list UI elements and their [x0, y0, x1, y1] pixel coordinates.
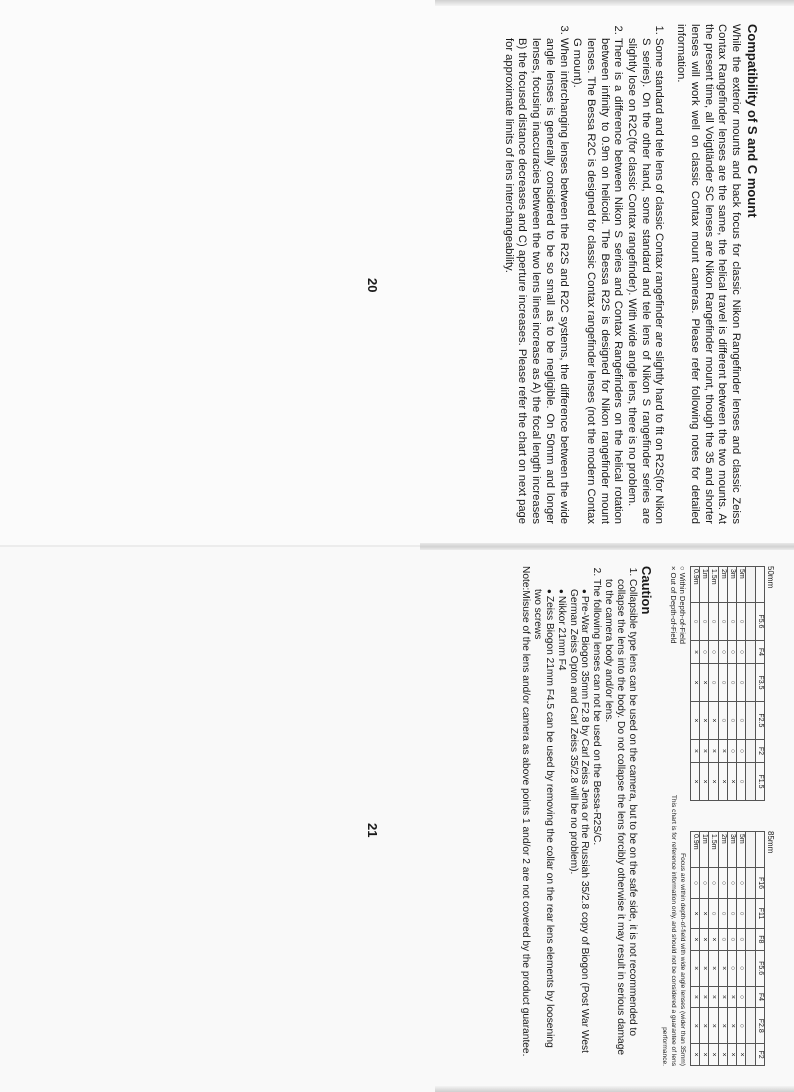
edge-shadow-bottom — [435, 1086, 794, 1092]
dof-cell: ○ — [737, 739, 746, 762]
caution-section — [520, 566, 654, 1066]
caution-item-text: The following lenses can not be used on the Bessa-R2S/C. — [591, 579, 603, 846]
dof-cell: ○ — [727, 640, 736, 663]
dof-cell: ○ — [737, 986, 746, 1008]
dof-cell: × — [690, 1044, 699, 1066]
dof-cell: ○ — [699, 868, 708, 899]
dof-cell: × — [690, 899, 699, 929]
dof-cell: × — [690, 986, 699, 1008]
dof-cell: ○ — [737, 899, 746, 929]
distance-cell — [746, 832, 755, 868]
aperture-header: F16 — [755, 868, 764, 899]
table-row — [727, 832, 736, 1066]
caution-title: Caution — [638, 566, 654, 615]
distance-cell: 0.9m — [690, 567, 699, 603]
dof-cell: × — [709, 1008, 718, 1044]
dof-cell: × — [699, 1008, 708, 1044]
dof-cell: × — [690, 739, 699, 762]
dof-cell: × — [709, 986, 718, 1008]
edge-shadow-top — [435, 0, 794, 6]
focus-note: Focus are within depth-of-field with wide angle lenses (wider than 35mm) — [678, 853, 686, 1066]
dof-cell: × — [727, 986, 736, 1008]
dof-cell: × — [690, 1008, 699, 1044]
dof-cell: ○ — [737, 1008, 746, 1044]
dof-table-50mm — [690, 566, 765, 801]
dof-cell — [746, 986, 755, 1008]
distance-cell: 1m — [699, 567, 708, 603]
dof-cell: ○ — [690, 603, 699, 641]
note-item: 2. There is a difference between Nikon S series and Contax Rangefinders on the helical rotation between infinity to 0.9m on helicoid. The Bessa R2S is designed for Nikon rangefinder mount lenses. The Bessa R2C is designed for classic Contax rangefinder lenses (not the modern Contax G mount). — [570, 38, 625, 524]
distance-cell: 0.9m — [690, 832, 699, 868]
dof-cell: × — [699, 1044, 708, 1066]
reference-note: This chart is for reference information only, and should not be considered a guarantee of lens performance. — [660, 794, 677, 1066]
page-21-content — [305, 566, 775, 1066]
dof-cell: ○ — [737, 763, 746, 801]
legend-within: ○ Within Depth-of-Field — [677, 566, 687, 645]
dof-cell: × — [690, 640, 699, 663]
legend-notes — [660, 766, 687, 1066]
header-row — [755, 567, 764, 801]
aperture-header: F2 — [755, 1044, 764, 1066]
section-title: Compatibility of S and C mount — [745, 24, 760, 218]
table-row — [737, 567, 746, 801]
dof-cell: × — [690, 928, 699, 950]
dof-cell: ○ — [699, 640, 708, 663]
dof-cell: × — [737, 1044, 746, 1066]
note-item: 1. Some standard and tele lens of classic Contax rangefinder are slightly hard to fit on R2S(for Nikon S series). On the other hand, some standard and tele lens of Nikon S rangefinder series are slightly lose on R2C(for classic Contax rangefinder). With wide angle lens, there is no problem. — [624, 38, 665, 524]
dof-cell: ○ — [718, 640, 727, 663]
distance-cell: 1m — [699, 832, 708, 868]
guarantee-note: Note:Misuse of the lens and/or camera as above points 1 and/or 2 are not covered by the product guarantee. — [520, 566, 532, 1057]
note-item: 3. When interchanging lenses between the R2S and R2C systems, the difference between the wide angle lenses is generally considered to be so small as to be negligible. On 50mm and longer lenses, focusing inaccuracies between the two lens lines increase as A) the focal length increases B) the focused distance decreases and C) aperture increases. Please refer the chart on next page for approximate limits of lens interchangeability. — [501, 38, 570, 524]
dof-cell: ○ — [718, 603, 727, 641]
dof-cell: × — [699, 739, 708, 762]
page-20-content — [290, 24, 760, 524]
table-50mm — [690, 566, 775, 801]
caution-item — [531, 579, 602, 1066]
chart-legend — [660, 566, 687, 1066]
dof-cell: × — [690, 664, 699, 702]
page-number-21: 21 — [365, 823, 380, 838]
dof-cell: ○ — [727, 603, 736, 641]
dof-cell: ○ — [718, 868, 727, 899]
dof-cell: × — [699, 899, 708, 929]
aperture-header: F5.6 — [755, 603, 764, 641]
incompatible-lens-list — [531, 579, 590, 1066]
distance-cell: 1.5m — [709, 832, 718, 868]
lens-item: ● Nikkor 21mm F4 — [555, 589, 567, 1066]
intro-paragraph: While the exterior mounts and back focus for classic Nikon Rangefinder lenses and classic Zeiss Contax Rangefinder lenses are the same, the helical travel is different between the two mounts. At the present time, all Voigtländer SC lenses are Nikon Rangefinder mount, though the 35 and shorter lenses will work well on classic Contax mount cameras. Please refer following notes for detailed information. — [675, 24, 742, 524]
dof-cell: ○ — [727, 950, 736, 986]
fold-line-left — [0, 545, 420, 547]
dof-cell: × — [718, 1008, 727, 1044]
aperture-header: F4 — [755, 640, 764, 663]
dof-cell: × — [718, 1044, 727, 1066]
dof-cell: ○ — [727, 739, 736, 762]
dof-cell — [746, 664, 755, 702]
aperture-header: F2 — [755, 739, 764, 762]
dof-cell: ○ — [709, 868, 718, 899]
dof-tables — [690, 566, 775, 1066]
table-row — [699, 567, 708, 801]
aperture-header: F4 — [755, 986, 764, 1008]
dof-cell: × — [718, 950, 727, 986]
dof-cell: ○ — [737, 603, 746, 641]
dof-cell: ○ — [737, 950, 746, 986]
table-row — [690, 832, 699, 1066]
dof-cell — [746, 868, 755, 899]
dof-cell: × — [709, 763, 718, 801]
distance-cell: 1.5m — [709, 567, 718, 603]
dof-cell: ○ — [709, 640, 718, 663]
distance-cell: 2m — [718, 832, 727, 868]
center-fold — [420, 543, 794, 550]
dof-cell: ○ — [718, 899, 727, 929]
dof-cell: × — [718, 986, 727, 1008]
distance-cell: 3m — [727, 567, 736, 603]
aperture-header: F5.6 — [755, 950, 764, 986]
dof-cell: × — [699, 950, 708, 986]
aperture-header: F2.5 — [755, 701, 764, 739]
dof-cell: ○ — [727, 701, 736, 739]
dof-cell: × — [690, 950, 699, 986]
table-row — [709, 567, 718, 801]
dof-cell: ○ — [699, 603, 708, 641]
aperture-header: F3.5 — [755, 664, 764, 702]
dof-cell: × — [699, 701, 708, 739]
dof-cell: × — [727, 763, 736, 801]
dof-cell: ○ — [727, 868, 736, 899]
dof-cell: × — [718, 763, 727, 801]
aperture-header: F8 — [755, 928, 764, 950]
caution-item: 1. Collapsible type lens can be used on the camera, but to be on the safe side, it is not recommended to collapse the lens into the body. Do not collapse the lens forcibly otherwise it may result in serious damage to the camera body and/or lens. — [602, 579, 637, 1066]
dof-cell: ○ — [727, 664, 736, 702]
page-number-20: 20 — [365, 278, 380, 293]
dof-cell: ○ — [737, 928, 746, 950]
aperture-header: F2.8 — [755, 1008, 764, 1044]
caution-list — [531, 566, 637, 1066]
dof-cell: ○ — [737, 701, 746, 739]
legend-symbols — [660, 566, 687, 716]
compatibility-notes — [501, 24, 665, 524]
dof-cell — [746, 640, 755, 663]
dof-cell — [746, 928, 755, 950]
dof-cell: × — [709, 701, 718, 739]
table-title: 50mm — [766, 566, 775, 589]
dof-cell: ○ — [737, 868, 746, 899]
table-row — [718, 832, 727, 1066]
table-row — [746, 567, 755, 801]
lens-item: ● Pre-War Biogon 35mm F2.8 by Carl Zeiss Jena or the Russiah 35/2.8 copy of Biogon (Post War West German Zeiss Opton and Carl Zeiss 35/2.8 will be no problem). — [567, 589, 591, 1066]
dof-cell — [746, 1008, 755, 1044]
distance-cell: 2m — [718, 567, 727, 603]
table-row — [727, 567, 736, 801]
table-row — [690, 567, 699, 801]
table-title: 85mm — [766, 831, 775, 854]
dof-cell: × — [699, 763, 708, 801]
table-row — [709, 832, 718, 1066]
dof-cell: ○ — [718, 664, 727, 702]
dof-cell — [746, 1044, 755, 1066]
table-85mm — [690, 831, 775, 1066]
corner-cell — [755, 832, 764, 868]
table-row — [699, 832, 708, 1066]
dof-cell: × — [727, 1044, 736, 1066]
dof-cell: ○ — [718, 701, 727, 739]
dof-cell: ○ — [718, 928, 727, 950]
dof-cell: × — [690, 701, 699, 739]
aperture-header: F1.5 — [755, 763, 764, 801]
dof-cell: × — [709, 928, 718, 950]
corner-cell — [755, 567, 764, 603]
distance-cell: 5m — [737, 567, 746, 603]
dof-cell — [746, 899, 755, 929]
dof-cell: × — [718, 739, 727, 762]
dof-cell: × — [709, 1044, 718, 1066]
dof-cell — [746, 763, 755, 801]
dof-cell: ○ — [727, 899, 736, 929]
distance-cell: 3m — [727, 832, 736, 868]
dof-cell: ○ — [727, 928, 736, 950]
dof-cell — [746, 701, 755, 739]
dof-cell: ○ — [737, 640, 746, 663]
dof-cell: ○ — [709, 664, 718, 702]
dof-cell: × — [709, 739, 718, 762]
table-row — [737, 832, 746, 1066]
dof-cell: × — [727, 1008, 736, 1044]
dof-cell: × — [699, 986, 708, 1008]
dof-cell: ○ — [690, 868, 699, 899]
aperture-header: F11 — [755, 899, 764, 929]
dof-cell: × — [709, 950, 718, 986]
dof-cell: × — [699, 928, 708, 950]
distance-cell — [746, 567, 755, 603]
dof-cell: × — [690, 763, 699, 801]
dof-cell: × — [699, 664, 708, 702]
dof-cell — [746, 603, 755, 641]
header-row — [755, 832, 764, 1066]
dof-cell — [746, 739, 755, 762]
table-row — [718, 567, 727, 801]
dof-cell: ○ — [737, 664, 746, 702]
dof-table-85mm — [690, 831, 765, 1066]
legend-out: × Out of Depth-of-Field — [668, 566, 678, 644]
distance-cell: 5m — [737, 832, 746, 868]
lens-item: ● Zeiss Biogon 21mm F4.5 can be used by removing the collar on the rear lens elements by loosening two screws — [531, 589, 555, 1066]
dof-cell — [746, 950, 755, 986]
dof-cell: ○ — [709, 899, 718, 929]
table-row — [746, 832, 755, 1066]
dof-cell: ○ — [709, 603, 718, 641]
